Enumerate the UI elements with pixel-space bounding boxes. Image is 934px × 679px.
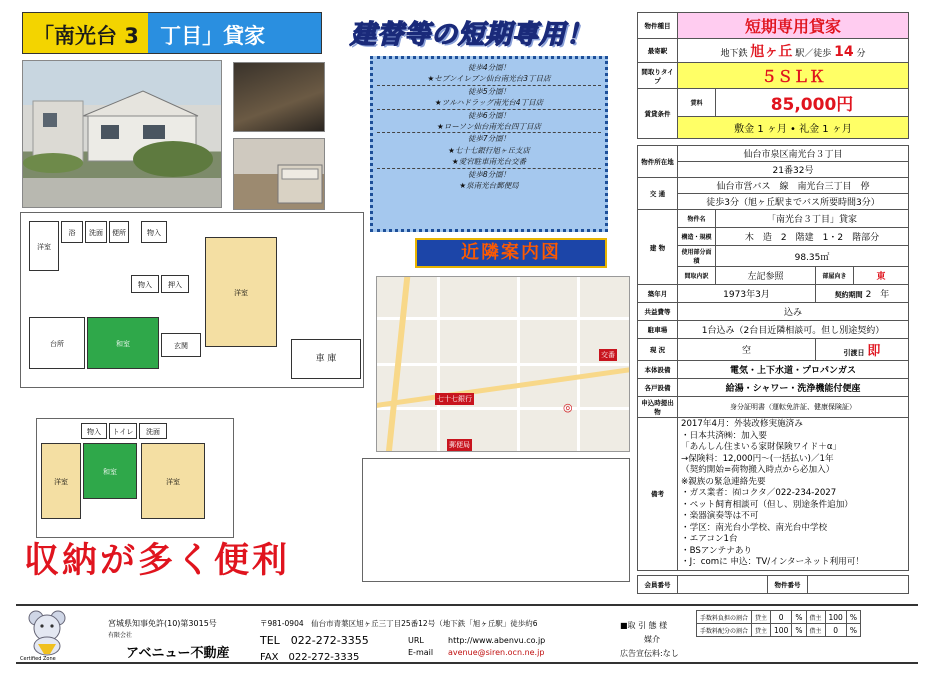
fee-side: 貸主 bbox=[752, 611, 771, 624]
property-no-label: 物件番号 bbox=[768, 575, 808, 593]
plan-room: 便所 bbox=[109, 221, 129, 243]
built-value: 1973年3月 bbox=[678, 285, 816, 303]
convenient-storage-text: 収納が多く便利 bbox=[24, 541, 291, 581]
fee-value: % bbox=[792, 611, 806, 624]
nearby-item: ★セブンイレブン仙台南光台3丁目店 bbox=[427, 74, 551, 84]
fax: FAX 022-272-3335 bbox=[260, 652, 360, 663]
layout-label: 間取りタイプ bbox=[638, 63, 678, 89]
room-no-label: 間取内訳 bbox=[678, 267, 716, 285]
plan-room-wood: 洋室 bbox=[41, 443, 81, 519]
transport-1: 仙台市営バス 線 南光台三丁目 停 bbox=[678, 178, 909, 194]
facility-value: 電気・上下水道・プロパンガス bbox=[678, 361, 909, 379]
room-fac-value: 給湯・シャワー・洗浄機能付便座 bbox=[678, 379, 909, 397]
license: 宮城県知事免許(10)第3015号 bbox=[108, 619, 217, 628]
contract-cell bbox=[816, 285, 909, 303]
house-illustration bbox=[23, 61, 222, 208]
property-no-value bbox=[808, 575, 909, 593]
floor-plan-1f bbox=[20, 212, 364, 388]
status-value: 空 bbox=[678, 339, 816, 361]
floor-plan-2f bbox=[36, 418, 234, 538]
common-label: 共益費等 bbox=[638, 303, 678, 321]
garage: 車 庫 bbox=[291, 339, 361, 379]
nearby-item: ★泉南光台郵便局 bbox=[459, 181, 519, 191]
map-pin-bank: 七十七銀行 bbox=[437, 395, 472, 403]
plan-room: 物入 bbox=[131, 275, 159, 293]
map-pin-police: 交番 bbox=[601, 351, 615, 359]
deal-type: 媒介 bbox=[644, 635, 660, 644]
building-label: 建 物 bbox=[638, 210, 678, 285]
type-value: 短期専用貸家 bbox=[678, 13, 909, 39]
postal-address: 〒981-0904 仙台市青葉区旭ヶ丘三丁目25番12号（地下鉄「旭ヶ丘駅」徒歩約6 bbox=[260, 619, 538, 628]
deal-label: ■取 引 態 様 bbox=[620, 621, 668, 630]
note-line: ・ガス業者：㈲コクタ／022-234-2027 bbox=[681, 488, 837, 498]
title-right: 丁目」貸家 bbox=[160, 24, 266, 48]
nearby-item: 徒歩6分圏！ bbox=[377, 109, 601, 121]
parking-label: 駐車場 bbox=[638, 321, 678, 339]
tel: TEL 022-272-3355 bbox=[260, 634, 369, 647]
note-line: ・BSアンテナあり bbox=[681, 545, 753, 556]
address-label: 物件所在地 bbox=[638, 146, 678, 178]
plan-room: 洗面 bbox=[139, 423, 167, 439]
plan-room-wood: 洋室 bbox=[141, 443, 205, 519]
fee-value: % bbox=[846, 624, 860, 637]
contract-value: 2 年 bbox=[865, 290, 890, 300]
email-link[interactable]: avenue@siren.ocn.ne.jp bbox=[448, 648, 545, 657]
note-line: ・エアコン1台 bbox=[681, 534, 738, 544]
nearby-item: 徒歩7分圏！ bbox=[377, 132, 601, 144]
bear-logo-icon bbox=[24, 608, 70, 660]
note-line: 2017年4月：外装改修実施済み bbox=[681, 419, 803, 429]
company-sub: 有限会社 bbox=[108, 632, 133, 639]
nearby-item: ★ローソン仙台南光台四丁目店 bbox=[437, 122, 541, 132]
plan-room: 玄関 bbox=[161, 333, 201, 357]
move-cell bbox=[816, 339, 909, 361]
plan-room: 物入 bbox=[141, 221, 167, 243]
deposit-text: 敷金 1 ヶ月 • 礼金 1 ヶ月 bbox=[678, 117, 909, 139]
member-label: 会員番号 bbox=[638, 575, 678, 593]
station-name: 旭ヶ丘 bbox=[750, 43, 793, 60]
type-label: 物件種目 bbox=[638, 13, 678, 39]
headline: 建替等の短期専用！ bbox=[350, 20, 594, 50]
nearby-item: ★七十七銀行旭ヶ丘支店 bbox=[448, 145, 530, 155]
nearby-list bbox=[370, 56, 608, 232]
note-line: ・J：comに 申込：TV/インターネット利用可！ bbox=[681, 557, 864, 567]
room-no-value: 左記参照 bbox=[716, 267, 816, 285]
move-label: 引渡日 bbox=[843, 349, 865, 357]
name-label: 物件名 bbox=[678, 210, 716, 228]
kitchen-illustration bbox=[234, 139, 325, 210]
title-banner bbox=[22, 12, 322, 54]
fee-value: 100 bbox=[825, 611, 846, 624]
note-line: ・日本共済㈱：加入要 bbox=[681, 430, 767, 441]
ad-fee: 広告宣伝料:なし bbox=[620, 649, 679, 658]
rent-value: 85,000円 bbox=[716, 89, 909, 117]
blank-area bbox=[362, 458, 630, 582]
fee-value: % bbox=[846, 611, 860, 624]
rent-label: 賃料 bbox=[678, 89, 716, 117]
fee-side: 貸主 bbox=[752, 624, 771, 637]
plan-room: 押入 bbox=[161, 275, 189, 293]
area-value: 98.35㎡ bbox=[716, 246, 909, 267]
facility-label: 本体設備 bbox=[638, 361, 678, 379]
nearby-item: ★ツルハドラッグ南光台4丁目店 bbox=[434, 98, 544, 108]
station-prefix: 地下鉄 bbox=[720, 48, 748, 59]
transport-label: 交 通 bbox=[638, 178, 678, 210]
struct-label: 構造・規模 bbox=[678, 228, 716, 246]
fee-value: 0 bbox=[771, 611, 792, 624]
docs-value: 身分証明書（運転免許証、健康保険証） bbox=[678, 397, 909, 418]
status-label: 現 況 bbox=[638, 339, 678, 361]
fee-value: 0 bbox=[825, 624, 846, 637]
address-2: 21番32号 bbox=[678, 162, 909, 178]
fee-value: 100 bbox=[771, 624, 792, 637]
nearby-item: 徒歩5分圏！ bbox=[377, 85, 601, 97]
note-line: （契約開始=荷物搬入時点から必加入） bbox=[681, 465, 835, 475]
email-label: E-mail bbox=[408, 648, 434, 657]
neighbor-map-badge: 近隣案内図 bbox=[415, 238, 607, 268]
plan-room-tatami: 和室 bbox=[83, 443, 137, 499]
fee-side: 借主 bbox=[806, 611, 825, 624]
common-value: 込み bbox=[678, 303, 909, 321]
note-line: ※親族の緊急連絡先要 bbox=[681, 476, 766, 487]
plan-room: トイレ bbox=[109, 423, 137, 439]
url-link[interactable]: http://www.abenvu.co.jp bbox=[448, 636, 546, 645]
plan-room: 洗面 bbox=[85, 221, 107, 243]
bear-logo-graphic bbox=[24, 608, 70, 660]
note-line: ・楽器演奏等は不可 bbox=[681, 511, 759, 521]
map-pin-postoffice: 郵便局 bbox=[449, 441, 470, 449]
note-line: ・ペット飼育相談可（但し、別途条件追加） bbox=[681, 499, 853, 510]
layout-value: ５ＳＬＫ bbox=[678, 63, 909, 89]
station-cell bbox=[678, 39, 909, 63]
contract-label: 契約期間 bbox=[834, 291, 863, 299]
note-line: 「あんしん住まいる家財保険ワイド＋α」 bbox=[681, 442, 842, 452]
company-name: アベニュー不動産 bbox=[126, 646, 230, 661]
plan-room: 洋室 bbox=[29, 221, 59, 271]
note-line: →保険料：12,000円～(一括払い)／1年 bbox=[681, 453, 834, 464]
transport-2: 徒歩3分（旭ヶ丘駅までバス所要時間3分） bbox=[678, 194, 909, 210]
nearby-item: 徒歩8分圏！ bbox=[377, 168, 601, 180]
bear-caption: Certified Zone bbox=[20, 656, 56, 662]
built-label: 築年月 bbox=[638, 285, 678, 303]
title-left: 「南光台 3 bbox=[33, 24, 139, 48]
plan-room-tatami: 和室 bbox=[87, 317, 159, 369]
station-suffix: 駅／徒歩 bbox=[795, 48, 832, 59]
interior-photo-2 bbox=[233, 138, 325, 210]
room-fac-label: 各戸設備 bbox=[638, 379, 678, 397]
docs-label: 申込時提出物 bbox=[638, 397, 678, 418]
name-value: 「南光台３丁目」貸家 bbox=[716, 210, 909, 228]
fee-label: 手数料配分の割合 bbox=[697, 624, 752, 637]
member-value bbox=[678, 575, 768, 593]
fee-value: % bbox=[792, 624, 806, 637]
property-marker-icon: ◎ bbox=[563, 401, 573, 414]
struct-value: 木 造 2 階建 1・2 階部分 bbox=[716, 228, 909, 246]
fee-label: 手数料負担の割合 bbox=[697, 611, 752, 624]
interior-photo-1 bbox=[233, 62, 325, 132]
address-1: 仙台市泉区南光台３丁目 bbox=[678, 146, 909, 162]
facing-label: 部屋向き bbox=[816, 267, 854, 285]
nearby-item: 徒歩4分圏！ bbox=[467, 63, 511, 72]
fee-side: 借主 bbox=[806, 624, 825, 637]
plan-room: 浴 bbox=[61, 221, 83, 243]
footer bbox=[16, 604, 918, 664]
plan-room-wood: 洋室 bbox=[205, 237, 277, 347]
area-label: 使用部分面積 bbox=[678, 246, 716, 267]
station-walk: 14 bbox=[834, 43, 854, 60]
note-line: ・学区：南光台小学校、南光台中学校 bbox=[681, 522, 828, 533]
fee-table bbox=[696, 610, 861, 637]
move-value: 即 bbox=[867, 344, 881, 359]
plan-room: 台所 bbox=[29, 317, 85, 369]
url-label: URL bbox=[408, 636, 424, 645]
parking-value: 1台込み（2台目近隣相談可。但し別途契約） bbox=[678, 321, 909, 339]
nearby-item: ★愛宕駐車南光台交番 bbox=[451, 157, 527, 167]
rent-cond-label: 賃貸条件 bbox=[638, 89, 678, 139]
exterior-photo bbox=[22, 60, 222, 208]
area-map[interactable] bbox=[376, 276, 630, 452]
spec-panel bbox=[637, 12, 909, 594]
facing-value: 東 bbox=[854, 267, 909, 285]
notes-label: 備考 bbox=[638, 418, 678, 571]
plan-room: 物入 bbox=[81, 423, 107, 439]
station-label: 最寄駅 bbox=[638, 39, 678, 63]
notes-cell bbox=[678, 418, 909, 571]
station-unit: 分 bbox=[856, 48, 866, 59]
